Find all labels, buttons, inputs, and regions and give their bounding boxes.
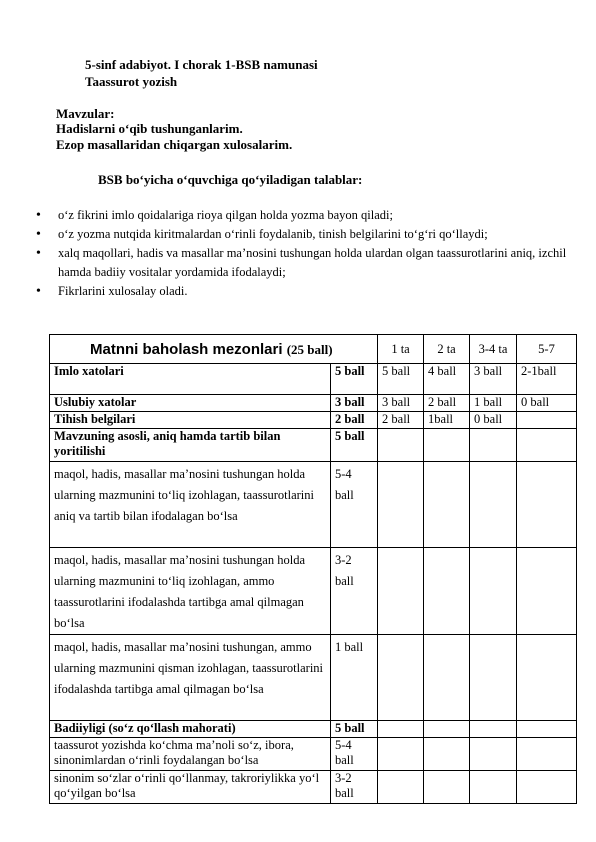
score-cell	[378, 462, 424, 548]
score-cell	[470, 738, 517, 771]
column-header: 5-7	[517, 335, 577, 364]
score-cell: 0 ball	[517, 395, 577, 412]
requirement-item: • xalq maqollari, hadis va masallar ma’nosini tushungan holda ulardan olgan taassurotlarini aniq, izchil hamda badiiy vositalar yordamida ifodalaydi;	[36, 244, 576, 282]
table-row	[50, 738, 577, 771]
max-points-cell: 3-2 ball	[331, 771, 378, 804]
criterion-cell: Imlo xatolari	[50, 364, 331, 395]
score-cell	[378, 548, 424, 635]
score-cell	[470, 548, 517, 635]
score-cell: 2-1ball	[517, 364, 577, 395]
max-points-cell: 2 ball	[331, 412, 378, 429]
table-row	[50, 635, 577, 721]
criterion-cell: Tihish belgilari	[50, 412, 331, 429]
criterion-cell: maqol, hadis, masallar ma’nosini tushungan holda ularning mazmunini to‘liq izohlagan, taassurotlarini aniq va tartib bilan ifodalagan bo‘lsa	[50, 462, 331, 548]
score-cell	[424, 738, 470, 771]
max-points-cell: 3 ball	[331, 395, 378, 412]
criterion-cell: Uslubiy xatolar	[50, 395, 331, 412]
assessment-table	[49, 334, 577, 804]
score-cell	[424, 635, 470, 721]
score-cell	[517, 548, 577, 635]
score-cell	[517, 412, 577, 429]
table-header-row	[50, 335, 577, 364]
table-row	[50, 771, 577, 804]
table-row	[50, 412, 577, 429]
criterion-cell: sinonim so‘zlar o‘rinli qo‘llanmay, takroriylikka yo‘l qo‘yilgan bo‘lsa	[50, 771, 331, 804]
column-header: 3-4 ta	[470, 335, 517, 364]
score-cell	[470, 635, 517, 721]
score-cell	[378, 429, 424, 462]
topic-item: Ezop masallaridan chiqargan xulosalarim.	[56, 137, 293, 152]
table-title-cell	[50, 335, 378, 364]
criterion-cell: maqol, hadis, masallar ma’nosini tushungan holda ularning mazmunini to‘liq izohlagan, ammo taassurotlarini ifodalashda tartibga amal qilmagan bo‘lsa	[50, 548, 331, 635]
topics-label: Mavzular:	[56, 106, 115, 121]
table-row	[50, 548, 577, 635]
score-cell	[517, 635, 577, 721]
score-cell: 0 ball	[470, 412, 517, 429]
max-points-cell: 5 ball	[331, 721, 378, 738]
score-cell	[378, 721, 424, 738]
score-cell	[424, 721, 470, 738]
document-title: 5-sinf adabiyot. I chorak 1-BSB namunasi	[85, 57, 318, 72]
score-cell	[470, 429, 517, 462]
score-cell	[424, 462, 470, 548]
criterion-cell: Mavzuning asosli, aniq hamda tartib bilan yoritilishi	[50, 429, 331, 462]
score-cell	[378, 771, 424, 804]
table-row	[50, 429, 577, 462]
max-points-cell: 5-4 ball	[331, 738, 378, 771]
requirements-list	[36, 206, 576, 301]
score-cell	[470, 462, 517, 548]
score-cell: 5 ball	[378, 364, 424, 395]
score-cell	[424, 771, 470, 804]
table-row	[50, 395, 577, 412]
max-points-cell: 5-4 ball	[331, 462, 378, 548]
score-cell	[517, 429, 577, 462]
score-cell	[378, 635, 424, 721]
score-cell	[517, 721, 577, 738]
requirement-item: • Fikrlarini xulosalay oladi.	[36, 282, 576, 301]
max-points-cell: 3-2 ball	[331, 548, 378, 635]
criterion-cell: Badiiyligi (so‘z qo‘llash mahorati)	[50, 721, 331, 738]
criterion-cell: maqol, hadis, masallar ma’nosini tushungan, ammo ularning mazmunini qisman izohlagan, taassurotlarini ifodalashda tartibga amal qilmagan bo‘lsa	[50, 635, 331, 721]
score-cell	[470, 721, 517, 738]
score-cell	[517, 771, 577, 804]
table-row	[50, 364, 577, 395]
criterion-cell: taassurot yozishda ko‘chma ma’noli so‘z, ibora, sinonimlardan o‘rinli foydalangan bo‘lsa	[50, 738, 331, 771]
score-cell: 4 ball	[424, 364, 470, 395]
score-cell: 3 ball	[378, 395, 424, 412]
requirement-item: • o‘z fikrini imlo qoidalariga rioya qilgan holda yozma bayon qiladi;	[36, 206, 576, 225]
score-cell: 2 ball	[378, 412, 424, 429]
column-header: 2 ta	[424, 335, 470, 364]
requirement-item: • o‘z yozma nutqida kiritmalardan o‘rinli foydalanib, tinish belgilarini to‘g‘ri qo‘llaydi;	[36, 225, 576, 244]
score-cell	[470, 771, 517, 804]
score-cell	[378, 738, 424, 771]
score-cell: 2 ball	[424, 395, 470, 412]
table-row	[50, 462, 577, 548]
topic-item: Hadislarni o‘qib tushunganlarim.	[56, 121, 243, 136]
score-cell: 1 ball	[470, 395, 517, 412]
score-cell: 3 ball	[470, 364, 517, 395]
max-points-cell: 1 ball	[331, 635, 378, 721]
table-title: Matnni baholash mezonlari	[90, 340, 283, 358]
score-cell: 1ball	[424, 412, 470, 429]
score-cell	[424, 429, 470, 462]
score-cell	[517, 738, 577, 771]
score-cell	[517, 462, 577, 548]
requirements-heading: BSB bo‘yicha o‘quvchiga qo‘yiladigan talablar:	[98, 172, 363, 187]
document-subtitle: Taassurot yozish	[85, 74, 178, 89]
max-points-cell: 5 ball	[331, 429, 378, 462]
column-header: 1 ta	[378, 335, 424, 364]
score-cell	[424, 548, 470, 635]
max-points-cell: 5 ball	[331, 364, 378, 395]
table-row	[50, 721, 577, 738]
table-title-points: (25 ball)	[286, 341, 333, 357]
